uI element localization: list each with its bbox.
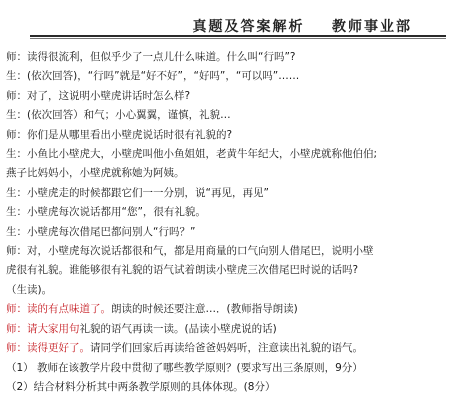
text-line: 生：小壁虎每次借尾巴都问别人“行吗？”	[6, 225, 196, 238]
header-rule	[30, 35, 446, 37]
text-line: 生：小壁虎走的时候都跟它们一一分别，说“再见，再见”	[6, 186, 269, 199]
text-line: 生：(依次回答）和气；小心翼翼，谨慎，礼貌…	[6, 109, 231, 122]
text-line: 生：小鱼比小壁虎大，小壁虎叫他小鱼姐姐，老黄牛年纪大，小壁虎就称他伯伯;	[6, 148, 378, 161]
highlight-text: 师：读得更好了。	[6, 342, 90, 355]
text-line: 生：(依次回答)，“行吗”就是“好不好”，“好吗”，“可以吗”……	[6, 70, 300, 83]
text-line: 师：你们是从哪里看出小壁虎说话时很有礼貌的?	[6, 128, 233, 141]
text-line-highlight	[6, 339, 444, 358]
text-line: 师：读得很流利，但似乎少了一点儿什么味道。什么叫“行吗”?	[6, 51, 296, 63]
question-1: （1） 教师在该教学片段中贯彻了哪些教学原则？(要求写出三条原则，9分）	[6, 361, 363, 374]
text-line: 师：对了，这说明小壁虎讲话时怎么样?	[6, 89, 191, 102]
text-line: 师：对，小壁虎每次说话都很和气，都是用商量的口气向别人借尾巴，说明小壁	[6, 245, 374, 258]
text-line-highlight	[6, 320, 444, 339]
header-title: 真题及答案解析 教师事业部	[192, 19, 412, 35]
highlight-text: 师：请大家用句	[6, 322, 80, 335]
question-2: （2）结合材料分析其中两条教学原则的具体体现。(8分）	[6, 380, 276, 393]
text-line: 燕子比妈妈小，小壁虎就称她为阿姨。	[6, 167, 185, 180]
text-line: （生读)。	[6, 283, 53, 296]
line-text: 礼貌的语气再读一读。(品读小壁虎说的话)	[79, 322, 277, 335]
line-text: 朗读的时候还要注意…．(教师指导朗读)	[111, 303, 298, 316]
text-line-highlight	[6, 300, 444, 319]
text-line: 虎很有礼貌。谁能够很有礼貌的语气试着朗读小壁虎三次借尾巴时说的话吗?	[6, 264, 359, 277]
line-text: 请同学们回家后再读给爸爸妈妈听，注意读出礼貌的语气。	[90, 342, 363, 355]
header-rule-thin	[30, 38, 446, 39]
highlight-text: 师：读的有点味道了。	[6, 303, 111, 316]
document-body	[6, 48, 444, 397]
page-header	[10, 0, 446, 42]
text-line: 生：小壁虎每次说话都用“您”，很有礼貌。	[6, 206, 206, 219]
